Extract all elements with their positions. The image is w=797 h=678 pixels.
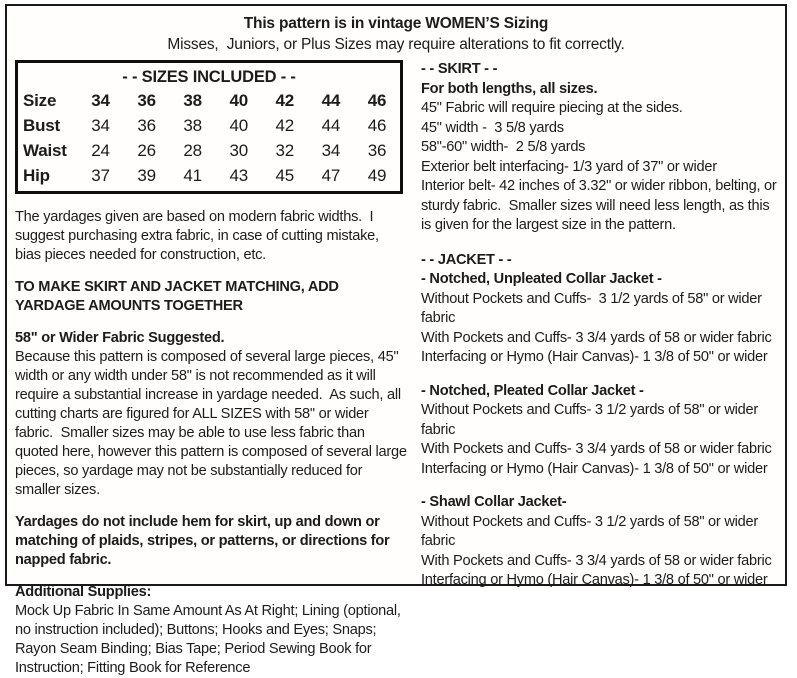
jacket-variant-line: Interfacing or Hymo (Hair Canvas)- 1 3/8 of 50" or wider — [421, 572, 768, 588]
row-label-hip: Hip — [23, 166, 50, 185]
fabric-suggestion-section — [15, 329, 411, 500]
skirt-section — [421, 60, 781, 236]
hip-value: 43 — [229, 166, 248, 185]
jacket-variant-shawl — [421, 493, 777, 591]
jacket-variant-line: Interfacing or Hymo (Hair Canvas)- 1 3/8 of 50" or wider — [421, 460, 768, 477]
bust-value: 46 — [367, 116, 387, 135]
size-value: 40 — [229, 91, 248, 110]
table-row-bust — [17, 113, 402, 138]
bust-value: 44 — [321, 116, 341, 135]
jacket-variant-line: Without Pockets and Cuffs- 3 1/2 yards of 58" or wider fabric — [421, 513, 762, 549]
jacket-variant-line: With Pockets and Cuffs- 3 3/4 yards of 58 or wider fabric — [421, 441, 772, 457]
hip-value: 49 — [367, 166, 387, 185]
jacket-variant-heading: - Notched, Pleated Collar Jacket - — [421, 382, 644, 399]
waist-value: 32 — [275, 141, 295, 160]
skirt-subtitle: For both lengths, all sizes. — [421, 80, 598, 97]
right-column — [421, 60, 781, 678]
hip-value: 39 — [137, 166, 156, 185]
pattern-info-sheet — [5, 4, 787, 676]
hip-value: 41 — [183, 166, 202, 185]
spacer — [421, 368, 777, 382]
sizes-table-title: - - SIZES INCLUDED - - — [122, 68, 296, 86]
table-row-size — [17, 88, 402, 113]
left-column — [15, 60, 411, 678]
hip-value: 37 — [91, 166, 110, 185]
row-label-bust: Bust — [23, 116, 60, 135]
row-label-size: Size — [23, 91, 57, 110]
size-value: 36 — [137, 91, 156, 110]
header-title: This pattern is in vintage WOMEN’S Sizing — [243, 15, 549, 32]
yardage-note: The yardages given are based on modern fabric widths. I suggest purchasing extra fabric, in case of cutting mistake, bias pieces needed for construction, etc. — [15, 209, 383, 263]
skirt-line: 58"-60" width- 2 5/8 yards — [421, 139, 586, 155]
waist-value: 28 — [183, 141, 202, 160]
fabric-suggestion-heading: 58" or Wider Fabric Suggested. — [15, 330, 225, 346]
waist-value: 30 — [229, 141, 248, 160]
hem-note: Yardages do not include hem for skirt, up and down or matching of plaids, stripes, or patterns, or directions for napped fabric. — [15, 514, 394, 568]
size-value: 42 — [275, 91, 295, 110]
spacer — [421, 479, 777, 493]
jacket-variant-line: With Pockets and Cuffs- 3 3/4 yards of 58 or wider fabric — [421, 552, 772, 569]
additional-supplies-body: Mock Up Fabric In Same Amount As At Right; Lining (optional, no instruction included); Buttons; Hooks and Eyes; Snaps; Rayon Seam Binding; Bias Tape; Period Sewing Book for Instruction; Fitting Book for Reference — [15, 603, 405, 676]
bust-value: 38 — [183, 116, 202, 135]
bust-value: 40 — [229, 116, 248, 135]
table-row-waist — [17, 138, 402, 163]
size-value: 44 — [321, 91, 341, 110]
jacket-variant-notched-pleated — [421, 382, 777, 480]
jacket-variant-notched-unpleated — [421, 270, 777, 368]
table-row-hip — [17, 163, 402, 193]
additional-supplies-section — [15, 583, 407, 678]
skirt-line: Interior belt- 42 inches of 3.32" or wider ribbon, belting, or sturdy fabric. Smaller sizes will need less length, as this is given for the largest size in the pattern. — [421, 178, 781, 233]
waist-value: 24 — [91, 141, 110, 160]
additional-supplies-heading: Additional Supplies: — [15, 584, 152, 600]
waist-value: 34 — [321, 141, 341, 160]
jacket-variant-line: Interfacing or Hymo (Hair Canvas)- 1 3/8 of 50" or wider — [421, 349, 768, 365]
matching-note: TO MAKE SKIRT AND JACKET MATCHING, ADD YARDAGE AMOUNTS TOGETHER — [15, 279, 343, 314]
hip-value: 47 — [321, 166, 341, 185]
sizes-table — [15, 60, 403, 194]
size-value: 34 — [91, 91, 110, 110]
fabric-suggestion-body: Because this pattern is composed of several large pieces, 45" width or any width under 58" is not recommended as it will require a substantial increase in yardage needed. As such, all cutting charts are figured for ALL SIZES with 58" or wider fabric. Smaller sizes may be able to use less fabric than quoted here, however this pattern is composed of several large pieces, so yardage may not be substantially reduced for smaller sizes. — [15, 349, 411, 498]
skirt-line: 45" width - 3 5/8 yards — [421, 119, 564, 136]
skirt-line: 45" Fabric will require piecing at the sides. — [421, 100, 683, 116]
skirt-title: - - SKIRT - - — [421, 61, 498, 77]
jacket-variant-line: Without Pockets and Cuffs- 3 1/2 yards of 58" or wider fabric — [421, 290, 766, 326]
bust-value: 42 — [275, 116, 295, 135]
skirt-line: Exterior belt interfacing- 1/3 yard of 37" or wider — [421, 158, 717, 175]
waist-value: 26 — [137, 141, 156, 160]
header — [15, 13, 777, 55]
sizes-table-title-row — [17, 62, 402, 89]
jacket-section — [421, 251, 777, 591]
bust-value: 34 — [91, 116, 110, 135]
row-label-waist: Waist — [23, 141, 67, 160]
spacer — [421, 236, 777, 251]
header-subtitle: Misses, Juniors, or Plus Sizes may require alterations to fit correctly. — [167, 36, 625, 53]
bust-value: 36 — [137, 116, 156, 135]
size-value: 46 — [367, 91, 387, 110]
waist-value: 36 — [367, 141, 387, 160]
content-columns — [15, 60, 781, 678]
jacket-variant-heading: - Notched, Unpleated Collar Jacket - — [421, 271, 662, 287]
jacket-title: - - JACKET - - — [421, 251, 512, 268]
jacket-variant-line: Without Pockets and Cuffs- 3 1/2 yards of 58" or wider fabric — [421, 402, 762, 438]
size-value: 38 — [183, 91, 202, 110]
jacket-variant-line: With Pockets and Cuffs- 3 3/4 yards of 58 or wider fabric — [421, 329, 772, 346]
hip-value: 45 — [275, 166, 295, 185]
jacket-variant-heading: - Shawl Collar Jacket- — [421, 494, 567, 510]
